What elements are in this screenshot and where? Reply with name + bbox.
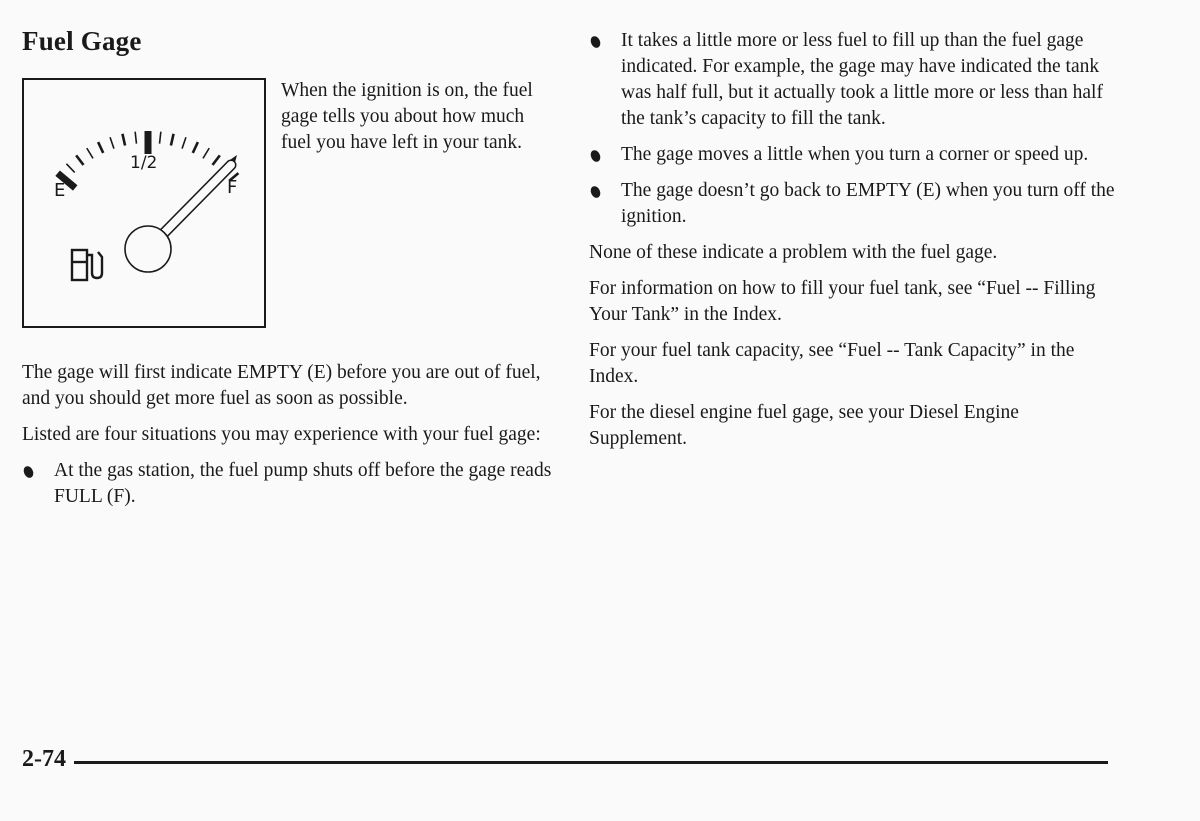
gage-tick xyxy=(122,134,125,146)
fuel-gage-illustration xyxy=(22,78,266,328)
gage-tick xyxy=(110,137,114,148)
gage-tick xyxy=(87,148,93,158)
list-item-text: The gage moves a little when you turn a corner or speed up. xyxy=(621,144,1089,165)
list-item xyxy=(22,458,552,510)
half-label: 1/2 xyxy=(130,153,158,173)
left-column xyxy=(22,360,552,520)
list-item xyxy=(589,142,1119,168)
list-item-text: It takes a little more or less fuel to fill up than the fuel gage indicated. For example, the gage may have indicated the tank was half full, but it actually took a little more or less than half the tank’s capacity to fill the tank. xyxy=(621,30,1103,129)
full-label: F xyxy=(227,177,238,198)
gage-tick xyxy=(76,155,83,165)
paragraph-filling-reference: For information on how to fill your fuel tank, see “Fuel -- Filling Your Tank” in the Index. xyxy=(589,278,1096,325)
page-footer xyxy=(22,742,1108,776)
page-number: 2-74 xyxy=(22,745,66,772)
situations-list-left xyxy=(22,458,552,510)
paragraph-empty-warning: The gage will first indicate EMPTY (E) before you are out of fuel, and you should get more fuel as soon as possible. xyxy=(22,362,541,409)
page-title: Fuel Gage xyxy=(22,26,142,56)
paragraph-diesel-reference: For the diesel engine fuel gage, see your Diesel Engine Supplement. xyxy=(589,402,1019,449)
list-item xyxy=(589,178,1119,230)
gage-tick xyxy=(193,142,198,153)
footer-rule xyxy=(74,761,1108,764)
right-column xyxy=(589,28,1119,462)
bullet-icon xyxy=(589,35,602,50)
gage-tick xyxy=(182,137,186,148)
paragraph-no-problem: None of these indicate a problem with the fuel gage. xyxy=(589,242,998,263)
gage-tick xyxy=(135,132,136,144)
gage-tick xyxy=(160,132,161,144)
bullet-icon xyxy=(589,185,602,200)
bullet-icon xyxy=(22,465,35,480)
situations-list-right xyxy=(589,28,1119,230)
gage-tick xyxy=(66,164,74,173)
needle-hub xyxy=(125,226,171,272)
bullet-icon xyxy=(589,149,602,164)
fuel-pump-icon xyxy=(72,250,102,280)
gage-tick xyxy=(213,155,220,165)
list-item xyxy=(589,28,1119,132)
paragraph-capacity-reference: For your fuel tank capacity, see “Fuel -- Tank Capacity” in the Index. xyxy=(589,340,1075,387)
empty-label: E xyxy=(54,180,66,201)
list-item-text: At the gas station, the fuel pump shuts off before the gage reads FULL (F). xyxy=(54,460,552,507)
gage-tick xyxy=(98,142,103,153)
gage-tick xyxy=(171,134,174,146)
intro-text: When the ignition is on, the fuel gage tells you about how much fuel you have left in your tank. xyxy=(281,80,533,153)
list-item-text: The gage doesn’t go back to EMPTY (E) when you turn off the ignition. xyxy=(621,180,1115,227)
gage-tick xyxy=(203,148,209,158)
paragraph-situations-intro: Listed are four situations you may experience with your fuel gage: xyxy=(22,424,541,445)
